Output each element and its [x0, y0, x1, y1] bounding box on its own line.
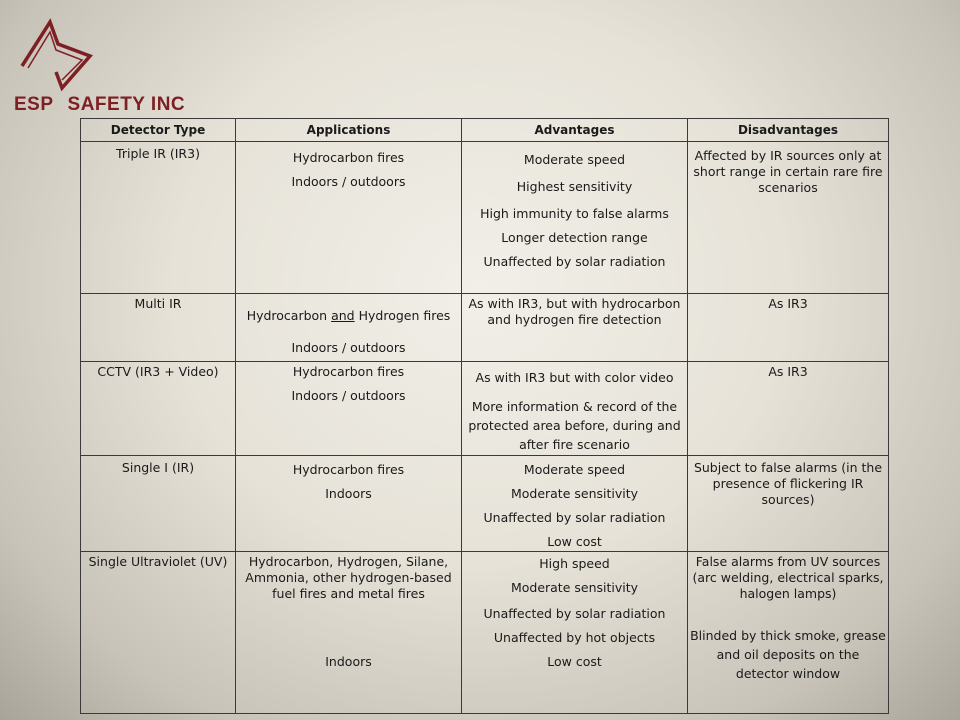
- cell-disadvantages: As IR3: [688, 362, 889, 456]
- cell-advantages: As with IR3 but with color video More information & record of the protected area before, during and after fire scenario: [462, 362, 688, 456]
- table-row-single-ir: [81, 456, 889, 552]
- cell-applications: Hydrocarbon fires Indoors / outdoors: [236, 142, 462, 294]
- header-detector-type: Detector Type: [81, 119, 236, 142]
- header-applications: Applications: [236, 119, 462, 142]
- cell-applications: Hydrocarbon, Hydrogen, Silane, Ammonia, other hydrogen-based fuel fires and metal fires Indoors: [236, 552, 462, 714]
- cell-disadvantages: Affected by IR sources only at short range in certain rare fire scenarios: [688, 142, 889, 294]
- table-row-cctv: [81, 362, 889, 456]
- cell-disadvantages: Subject to false alarms (in the presence of flickering IR sources): [688, 456, 889, 552]
- cell-advantages: High speed Moderate sensitivity Unaffected by solar radiation Unaffected by hot objects Low cost: [462, 552, 688, 714]
- company-logo: [12, 14, 186, 115]
- table-row-multi-ir: [81, 294, 889, 362]
- table-header-row: [81, 119, 889, 142]
- header-advantages: Advantages: [462, 119, 688, 142]
- cell-applications: Hydrocarbon fires Indoors / outdoors: [236, 362, 462, 456]
- cell-detector-type: Single I (IR): [81, 456, 236, 552]
- header-disadvantages: Disadvantages: [688, 119, 889, 142]
- logo-word-safety-inc: SAFETY INC: [67, 94, 186, 115]
- logo-text: [14, 94, 185, 116]
- cell-detector-type: CCTV (IR3 + Video): [81, 362, 236, 456]
- cell-applications: Hydrocarbon fires Indoors: [236, 456, 462, 552]
- cell-applications: Hydrocarbon and Hydrogen fires Indoors / outdoors: [236, 294, 462, 362]
- logo-word-esp: ESP: [14, 94, 54, 115]
- cell-advantages: Moderate speed Highest sensitivity High immunity to false alarms Longer detection range Unaffected by solar radiation: [462, 142, 688, 294]
- cell-disadvantages: False alarms from UV sources (arc welding, electrical sparks, halogen lamps) Blinded by thick smoke, grease and oil deposits on the detector window: [688, 552, 889, 714]
- table-row-single-uv: [81, 552, 889, 714]
- cell-advantages: As with IR3, but with hydrocarbon and hydrogen fire detection: [462, 294, 688, 362]
- detector-comparison-table: [80, 118, 889, 714]
- cell-detector-type: Triple IR (IR3): [81, 142, 236, 294]
- lightning-bolt-logo-icon: [12, 14, 102, 96]
- cell-detector-type: Single Ultraviolet (UV): [81, 552, 236, 714]
- cell-advantages: Moderate speed Moderate sensitivity Unaffected by solar radiation Low cost: [462, 456, 688, 552]
- table-row-triple-ir: [81, 142, 889, 294]
- cell-disadvantages: As IR3: [688, 294, 889, 362]
- cell-detector-type: Multi IR: [81, 294, 236, 362]
